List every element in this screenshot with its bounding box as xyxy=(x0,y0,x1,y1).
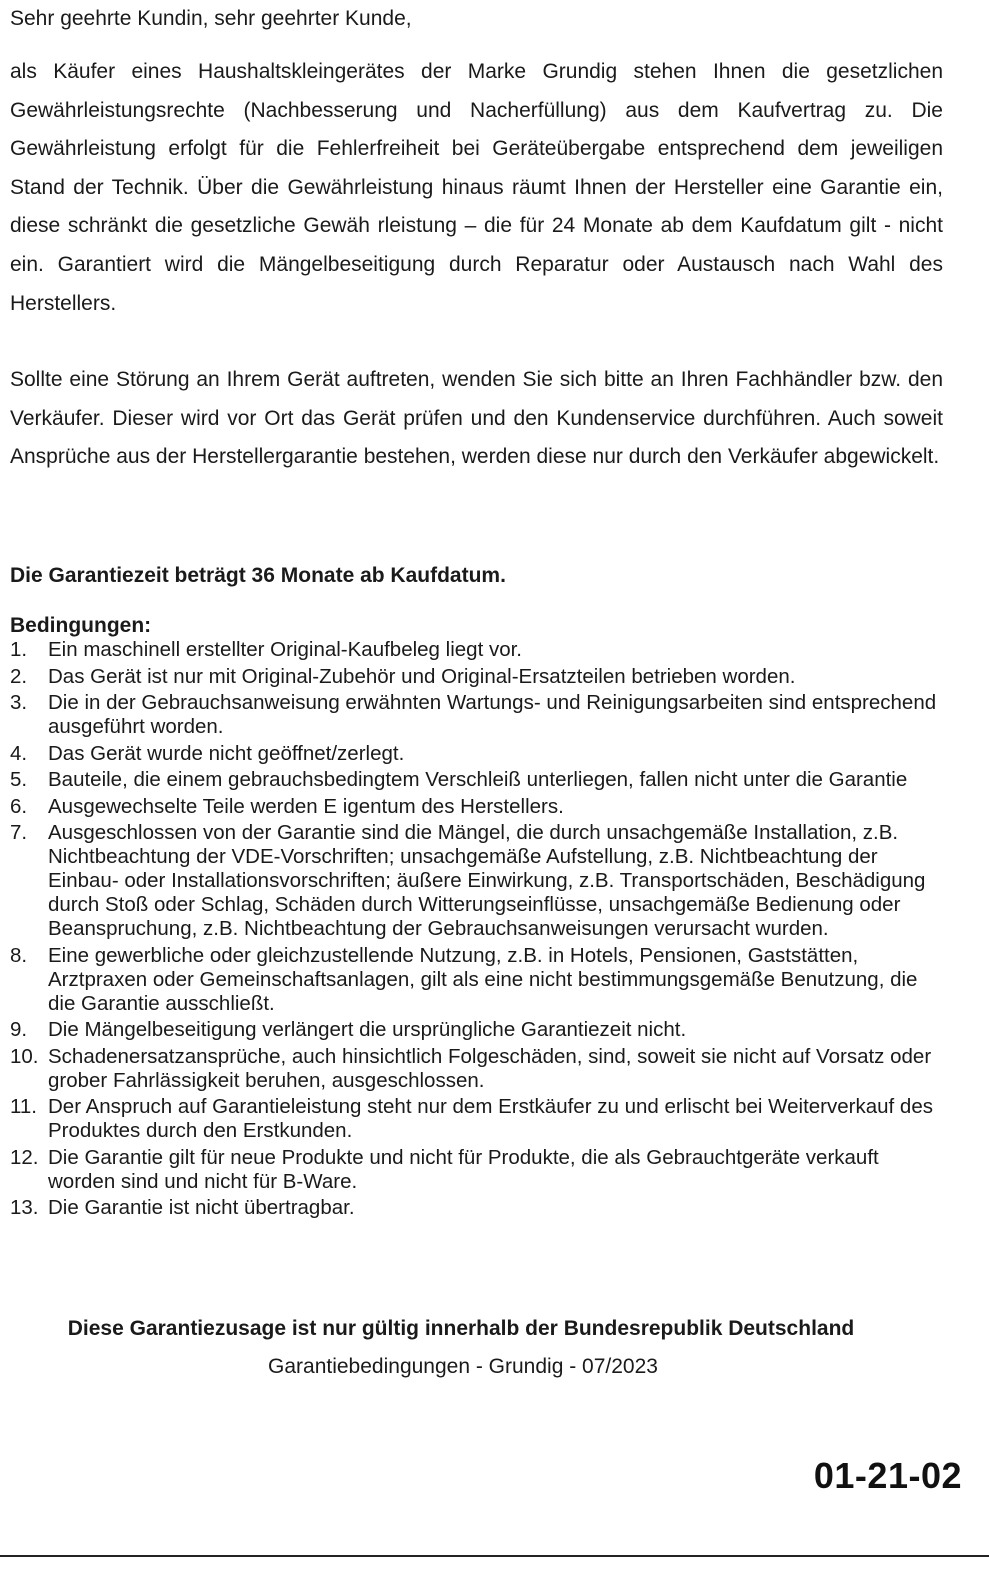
condition-text: Ein maschinell erstellter Original-Kaufbeleg liegt vor. xyxy=(48,638,523,661)
condition-text: Der Anspruch auf Garantieleistung steht nur dem Erstkäufer zu und erlischt bei Weiterverkauf des Produktes durch den Erstkunden. xyxy=(48,1095,933,1142)
condition-item xyxy=(10,821,945,941)
condition-number: 2. xyxy=(10,664,28,688)
condition-number: 5. xyxy=(10,768,28,791)
condition-number: 8. xyxy=(10,943,28,967)
condition-item xyxy=(10,1095,945,1143)
service-paragraph: Sollte eine Störung an Ihrem Gerät auftreten, wenden Sie sich bitte an Ihren Fachhändler bzw. den Verkäufer. Dieser wird vor Ort das Gerät prüfen und den Kundenservice durchführen. Auch soweit Ansprüche aus der Herstellergarantie bestehen, werden diese nur durch den Verkäufer abgewickelt. xyxy=(10,368,943,469)
condition-item xyxy=(10,691,945,739)
condition-text: Ausgewechselte Teile werden E igentum des Herstellers. xyxy=(48,794,564,818)
condition-item xyxy=(10,944,945,1016)
condition-number: 6. xyxy=(10,794,28,818)
condition-item xyxy=(10,1045,945,1093)
condition-item xyxy=(10,638,945,662)
condition-number: 10. xyxy=(10,1044,39,1068)
intro-paragraph: als Käufer eines Haushaltskleingerätes der Marke Grundig stehen Ihnen die gesetzlichen Gewährleistungsrechte (Nachbesserung und Nacherfüllung) aus dem Kaufvertrag zu. Die Gewährleistung erfolgt für die Fehlerfreiheit bei Geräteübergabe entsprechend dem jeweiligen Stand der Technik. Über die Gewährleistung hinaus räumt Ihnen der Hersteller eine Garantie ein, diese schränkt die gesetzliche Gewäh rleistung – die für 24 Monate ab dem Kaufdatum gilt - nicht ein. Garantiert wird die Mängelbeseitigung durch Reparatur oder Austausch nach Wahl des Herstellers. xyxy=(10,60,943,315)
validity-note: Diese Garantiezusage ist nur gültig innerhalb der Bundesrepublik Deutschland xyxy=(67,1317,855,1340)
condition-number: 11. xyxy=(10,1095,37,1118)
document-code: 01-21-02 xyxy=(813,1455,962,1496)
condition-text: Das Gerät ist nur mit Original-Zubehör und Original-Ersatzteilen betrieben worden. xyxy=(48,664,796,688)
condition-number: 7. xyxy=(10,821,28,844)
condition-number: 3. xyxy=(10,691,28,714)
condition-number: 12. xyxy=(10,1145,39,1169)
condition-text: Schadenersatzansprüche, auch hinsichtlich Folgeschäden, sind, soweit sie nicht auf Vorsatz oder grober Fahrlässigkeit beruhen, ausgeschlossen. xyxy=(48,1044,932,1092)
condition-item xyxy=(10,742,945,766)
condition-text: Eine gewerbliche oder gleichzustellende Nutzung, z.B. in Hotels, Pensionen, Gaststätten, Arztpraxen oder Gemeinschaftsanlagen, gilt als eine nicht bestimmungsgemäße Benutzung, die die Garantie ausschließt. xyxy=(48,943,918,1015)
condition-item xyxy=(10,1196,945,1220)
guarantee-period: Die Garantiezeit beträgt 36 Monate ab Kaufdatum. xyxy=(10,564,506,587)
condition-text: Ausgeschlossen von der Garantie sind die Mängel, die durch unsachgemäße Installation, z.B. Nichtbeachtung der VDE-Vorschriften; unsachgemäße Aufstellung, z.B. Nichtbeachtung der Einbau- oder Installationsvorschriften; äußere Einwirkung, z.B. Transportschäden, Beschädigung durch Stoß oder Schlag, Schäden durch Witterungseinflüsse, unsachgemäße Bedienung oder Beanspruchung, z.B. Nichtbeachtung der Gebrauchsanweisungen verursacht wurden. xyxy=(48,821,926,940)
condition-item xyxy=(10,1146,945,1194)
condition-number: 4. xyxy=(10,741,28,765)
conditions-list xyxy=(10,638,945,1223)
condition-number: 9. xyxy=(10,1018,28,1041)
condition-text: Die in der Gebrauchsanweisung erwähnten Wartungs- und Reinigungsarbeiten sind entsprechend ausgeführt worden. xyxy=(48,691,937,738)
condition-number: 1. xyxy=(10,638,28,661)
conditions-heading: Bedingungen: xyxy=(10,614,152,637)
salutation: Sehr geehrte Kundin, sehr geehrter Kunde, xyxy=(10,7,412,30)
condition-text: Die Garantie gilt für neue Produkte und nicht für Produkte, die als Gebrauchtgeräte verkauft worden sind und nicht für B-Ware. xyxy=(48,1145,879,1193)
footer-reference: Garantiebedingungen - Grundig - 07/2023 xyxy=(268,1355,658,1378)
condition-item xyxy=(10,665,945,689)
bottom-divider xyxy=(0,1555,989,1557)
condition-number: 13. xyxy=(10,1196,39,1219)
condition-item xyxy=(10,795,945,819)
condition-text: Bauteile, die einem gebrauchsbedingtem Verschleiß unterliegen, fallen nicht unter die Garantie xyxy=(48,768,908,791)
condition-text: Die Garantie ist nicht übertragbar. xyxy=(48,1196,355,1219)
condition-item xyxy=(10,768,945,792)
condition-text: Das Gerät wurde nicht geöffnet/zerlegt. xyxy=(48,741,405,765)
condition-item xyxy=(10,1018,945,1042)
condition-text: Die Mängelbeseitigung verlängert die ursprüngliche Garantiezeit nicht. xyxy=(48,1018,687,1041)
